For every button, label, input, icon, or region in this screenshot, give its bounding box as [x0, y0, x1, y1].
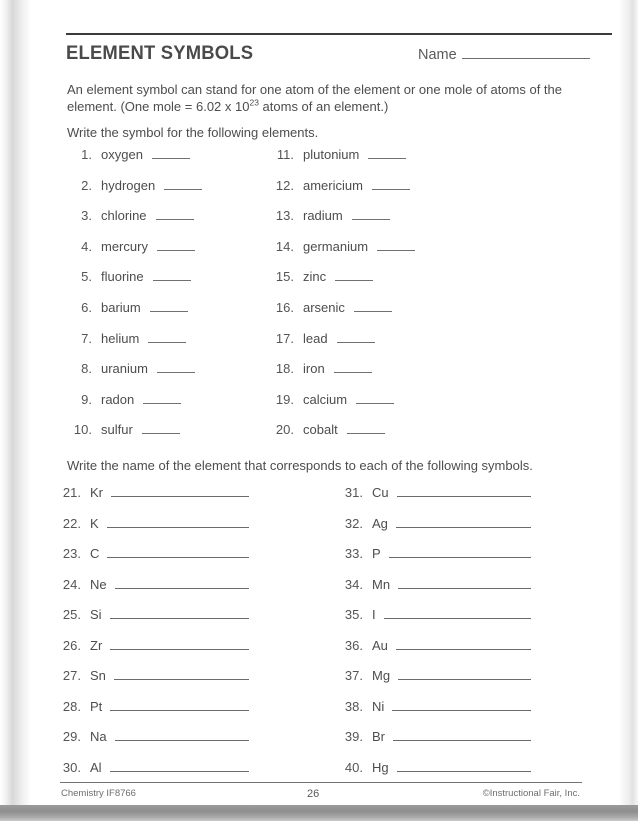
question-item — [66, 422, 180, 437]
answer-blank-line[interactable] — [115, 576, 249, 589]
question-number: 38. — [344, 698, 363, 714]
question-item — [268, 392, 394, 407]
answer-blank-line[interactable] — [107, 515, 249, 528]
answer-blank-line[interactable] — [157, 239, 195, 251]
question-item — [55, 728, 249, 744]
name-field[interactable] — [418, 45, 590, 63]
answer-blank-line[interactable] — [398, 576, 531, 589]
question-prompt: hydrogen — [101, 177, 156, 193]
question-number: 7. — [81, 330, 92, 346]
question-item — [268, 147, 406, 162]
question-number: 21. — [62, 485, 81, 500]
question-item — [268, 331, 375, 346]
question-item — [337, 576, 531, 592]
question-number: 3. — [81, 208, 92, 224]
question-number: 34. — [344, 576, 363, 592]
answer-blank-line[interactable] — [396, 515, 531, 528]
question-number: 25. — [62, 607, 81, 622]
question-prompt: fluorine — [101, 269, 144, 285]
question-item — [55, 606, 249, 622]
answer-blank-line[interactable] — [115, 728, 249, 741]
answer-blank-line[interactable] — [397, 484, 531, 497]
footer-page-number: 26 — [307, 788, 320, 800]
question-number: 4. — [81, 238, 92, 254]
question-prompt: cobalt — [303, 422, 338, 438]
question-prompt: mercury — [101, 238, 148, 254]
question-prompt: Br — [372, 729, 385, 744]
answer-blank-line[interactable] — [150, 300, 188, 312]
question-item — [55, 759, 249, 775]
answer-blank-line[interactable] — [107, 545, 249, 558]
question-item — [337, 606, 531, 622]
answer-blank-line[interactable] — [398, 667, 531, 680]
intro-text: An element symbol can stand for one atom of the element or one mole of atoms of the element. (One mole = 6.02 x 10 — [67, 82, 562, 114]
question-prompt: Mg — [372, 668, 391, 683]
question-item — [268, 239, 415, 254]
answer-blank-line[interactable] — [384, 606, 531, 619]
question-prompt: plutonium — [303, 147, 360, 162]
question-prompt: Sn — [90, 668, 106, 683]
answer-blank-line[interactable] — [347, 422, 385, 434]
answer-blank-line[interactable] — [389, 545, 531, 558]
question-prompt: radium — [303, 208, 343, 224]
answer-blank-line[interactable] — [372, 178, 410, 190]
question-item — [337, 759, 531, 775]
answer-blank-line[interactable] — [143, 392, 181, 404]
name-blank-line[interactable] — [462, 45, 590, 59]
question-prompt: C — [90, 546, 100, 561]
question-prompt: Mn — [372, 576, 391, 592]
answer-blank-line[interactable] — [392, 698, 531, 711]
question-item — [55, 545, 249, 561]
question-prompt: P — [372, 546, 381, 561]
question-item — [66, 239, 195, 254]
question-item — [268, 178, 410, 193]
question-prompt: uranium — [101, 361, 148, 377]
question-prompt: K — [90, 515, 99, 531]
page-outer-margin-bottom — [0, 821, 638, 826]
question-number: 15. — [275, 269, 294, 285]
question-number: 10. — [73, 422, 92, 438]
question-prompt: chlorine — [101, 208, 147, 224]
question-item — [66, 392, 181, 407]
question-number: 22. — [62, 515, 81, 531]
question-prompt: sulfur — [101, 422, 133, 438]
name-label: Name — [418, 47, 457, 63]
answer-blank-line[interactable] — [156, 208, 194, 220]
question-number: 11. — [276, 147, 294, 162]
question-number: 12. — [275, 177, 294, 193]
question-prompt: Zr — [90, 637, 103, 653]
question-prompt: lead — [303, 330, 328, 346]
question-number: 9. — [81, 391, 92, 407]
question-number: 2. — [81, 177, 92, 193]
question-number: 29. — [62, 729, 81, 744]
question-prompt: Cu — [372, 485, 389, 500]
question-number: 1. — [81, 147, 92, 162]
question-item — [66, 361, 195, 376]
answer-blank-line[interactable] — [337, 331, 375, 343]
question-prompt: Na — [90, 729, 107, 744]
question-item — [55, 484, 249, 500]
question-item — [337, 637, 531, 653]
answer-blank-line[interactable] — [354, 300, 392, 312]
question-item — [55, 698, 249, 714]
answer-blank-line[interactable] — [396, 637, 531, 650]
answer-blank-line[interactable] — [152, 147, 190, 159]
question-prompt: Au — [372, 637, 388, 653]
question-item — [337, 698, 531, 714]
answer-blank-line[interactable] — [352, 208, 390, 220]
question-prompt: Al — [90, 759, 102, 775]
question-item — [55, 667, 249, 683]
question-number: 40. — [344, 759, 363, 775]
answer-blank-line[interactable] — [110, 698, 249, 711]
question-prompt: Hg — [372, 759, 389, 775]
question-number: 6. — [81, 300, 92, 315]
question-number: 33. — [344, 546, 363, 561]
question-prompt: Ag — [372, 515, 388, 531]
question-number: 27. — [62, 668, 81, 683]
question-number: 16. — [275, 300, 294, 315]
question-prompt: barium — [101, 300, 141, 315]
question-number: 14. — [275, 238, 294, 254]
intro-text-tail: atoms of an element.) — [258, 98, 389, 114]
question-number: 19. — [275, 391, 294, 407]
question-prompt: radon — [101, 391, 135, 407]
footer-copyright: ©Instructional Fair, Inc. — [482, 788, 580, 799]
answer-blank-line[interactable] — [157, 361, 195, 373]
answer-blank-line[interactable] — [377, 239, 415, 251]
question-item — [337, 545, 531, 561]
question-item — [66, 331, 186, 346]
question-item — [55, 637, 249, 653]
question-prompt: calcium — [303, 391, 348, 407]
question-prompt: Ne — [90, 576, 107, 592]
question-number: 36. — [344, 637, 363, 653]
question-prompt: Pt — [90, 698, 103, 714]
footer-book-code: Chemistry IF8766 — [61, 788, 136, 799]
question-number: 28. — [62, 698, 81, 714]
question-prompt: germanium — [303, 238, 369, 254]
question-item — [66, 269, 191, 284]
question-prompt: I — [372, 607, 376, 622]
question-number: 32. — [344, 515, 363, 531]
question-item — [268, 269, 373, 284]
page-edge-shadow-bottom — [0, 805, 638, 821]
answer-blank-line[interactable] — [148, 331, 186, 343]
question-item — [55, 515, 249, 531]
question-prompt: arsenic — [303, 300, 345, 315]
question-prompt: Si — [90, 607, 102, 622]
answer-blank-line[interactable] — [110, 759, 249, 772]
question-item — [55, 576, 249, 592]
answer-blank-line[interactable] — [111, 484, 249, 497]
question-number: 5. — [81, 269, 92, 285]
answer-blank-line[interactable] — [335, 269, 373, 281]
question-prompt: helium — [101, 330, 140, 346]
intro-paragraph — [67, 82, 567, 115]
question-number: 39. — [344, 729, 363, 744]
answer-blank-line[interactable] — [153, 269, 191, 281]
question-item — [66, 147, 190, 162]
question-number: 20. — [275, 422, 294, 438]
question-prompt: americium — [303, 177, 363, 193]
question-prompt: Ni — [372, 698, 385, 714]
question-item — [268, 208, 390, 223]
instruction-write-symbols: Write the symbol for the following elements. — [67, 125, 319, 140]
answer-blank-line[interactable] — [368, 147, 406, 159]
question-item — [66, 300, 188, 315]
question-number: 8. — [81, 361, 92, 377]
question-prompt: iron — [303, 361, 325, 377]
question-item — [268, 361, 372, 376]
question-item — [337, 515, 531, 531]
answer-blank-line[interactable] — [114, 667, 249, 680]
question-prompt: zinc — [303, 269, 327, 285]
answer-blank-line[interactable] — [397, 759, 531, 772]
question-number: 18. — [275, 361, 294, 377]
question-prompt: oxygen — [101, 147, 143, 162]
question-number: 30. — [62, 759, 81, 775]
question-number: 37. — [344, 668, 363, 683]
question-item — [268, 300, 392, 315]
question-item — [66, 208, 194, 223]
avogadro-exponent: 23 — [249, 97, 259, 108]
footer-rule — [60, 782, 582, 783]
answer-blank-line[interactable] — [164, 178, 202, 190]
answer-blank-line[interactable] — [356, 392, 394, 404]
answer-blank-line[interactable] — [393, 728, 531, 741]
question-number: 24. — [62, 576, 81, 592]
answer-blank-line[interactable] — [334, 361, 372, 373]
question-item — [66, 178, 202, 193]
answer-blank-line[interactable] — [142, 422, 180, 434]
header-rule — [66, 33, 612, 35]
question-number: 26. — [62, 637, 81, 653]
question-number: 23. — [62, 546, 81, 561]
question-number: 35. — [344, 607, 363, 622]
question-item — [337, 667, 531, 683]
question-prompt: Kr — [90, 485, 103, 500]
question-number: 13. — [275, 208, 294, 224]
question-item — [337, 484, 531, 500]
answer-blank-line[interactable] — [110, 637, 249, 650]
question-number: 31. — [344, 485, 363, 500]
question-item — [268, 422, 385, 437]
answer-blank-line[interactable] — [110, 606, 249, 619]
page-title: ELEMENT SYMBOLS — [66, 43, 254, 64]
instruction-write-names: Write the name of the element that corresponds to each of the following symbols. — [67, 458, 533, 473]
question-item — [337, 728, 531, 744]
question-number: 17. — [275, 330, 294, 346]
